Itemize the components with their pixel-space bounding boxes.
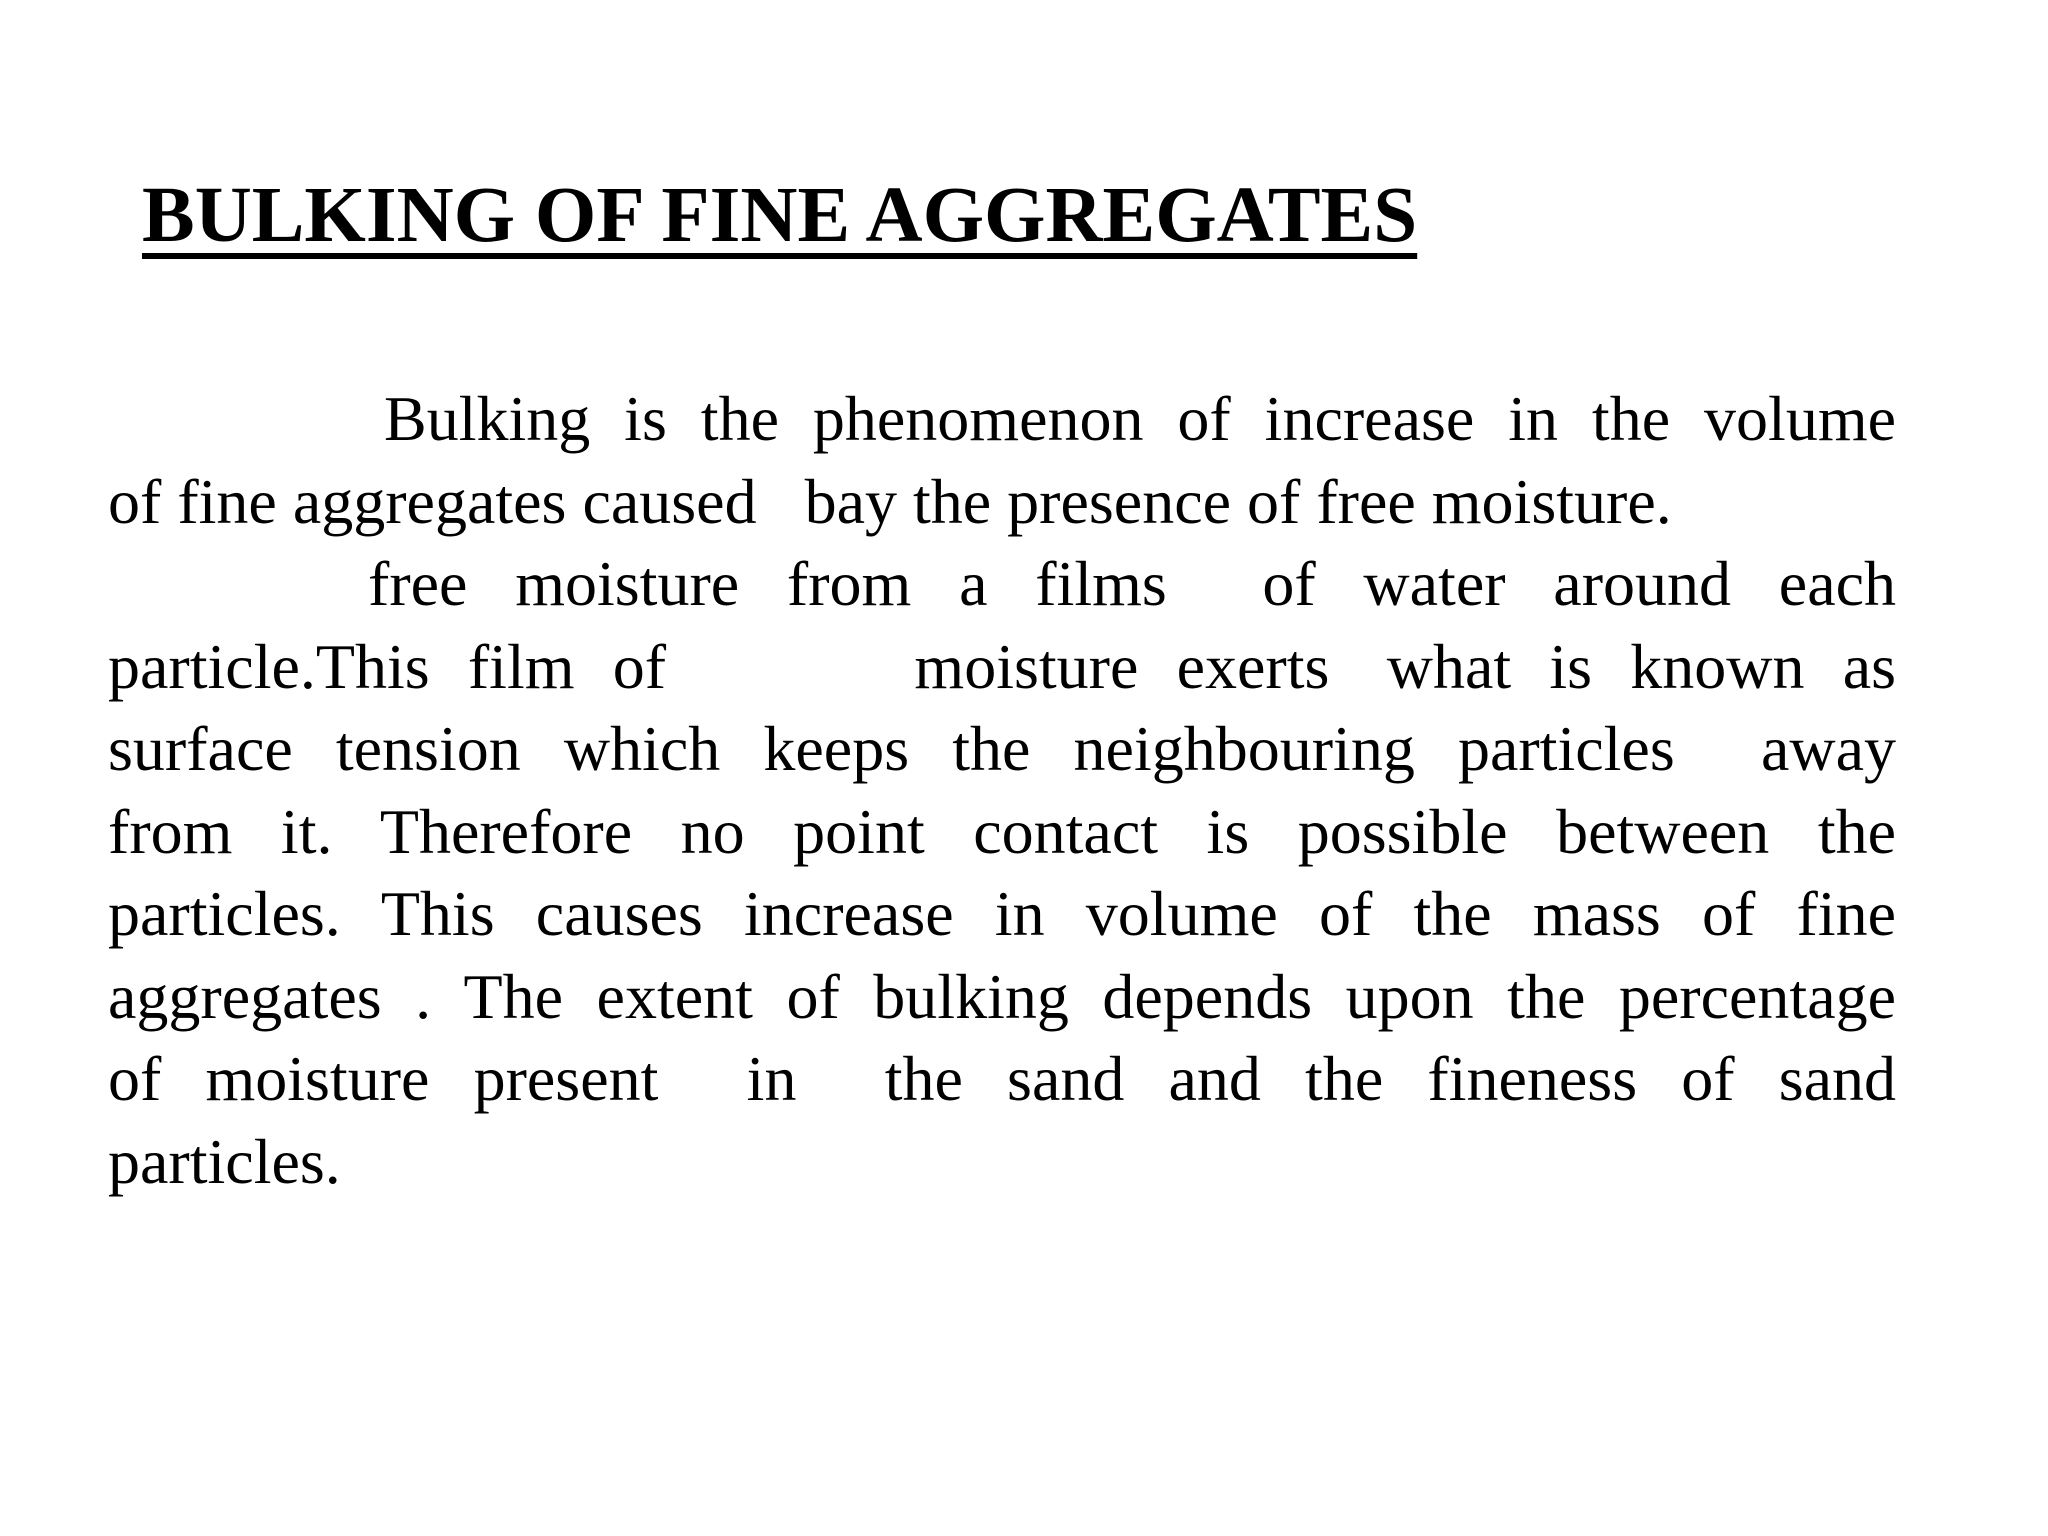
paragraph-2-line-3: surface tension which keeps the neighbouring particles away: [108, 713, 1896, 784]
body-text: [108, 378, 1896, 1203]
paragraph-2-line-6: aggregates . The extent of bulking depends upon the percentage: [108, 960, 1896, 1032]
paragraph-2-line-5: particles. This causes increase in volume of the mass of fine: [108, 878, 1896, 949]
paragraph-1-line-2: of fine aggregates caused bay the presence of free moisture.: [108, 465, 1672, 537]
paragraph-2-line-4: from it. Therefore no point contact is possible between the: [108, 795, 1896, 867]
paragraph-1-line-1: Bulking is the phenomenon of increase in the volume: [384, 383, 1896, 454]
paragraph-2-line-2: particle.This film of moisture exerts what is known as: [108, 630, 1896, 702]
paragraph-2-line-8: particles.: [108, 1125, 341, 1197]
paragraph-2-line-1: free moisture from a films of water around each: [368, 548, 1896, 619]
paragraph-2-line-7: of moisture present in the sand and the fineness of sand: [108, 1043, 1896, 1114]
slide-title: BULKING OF FINE AGGREGATES: [142, 172, 1418, 259]
